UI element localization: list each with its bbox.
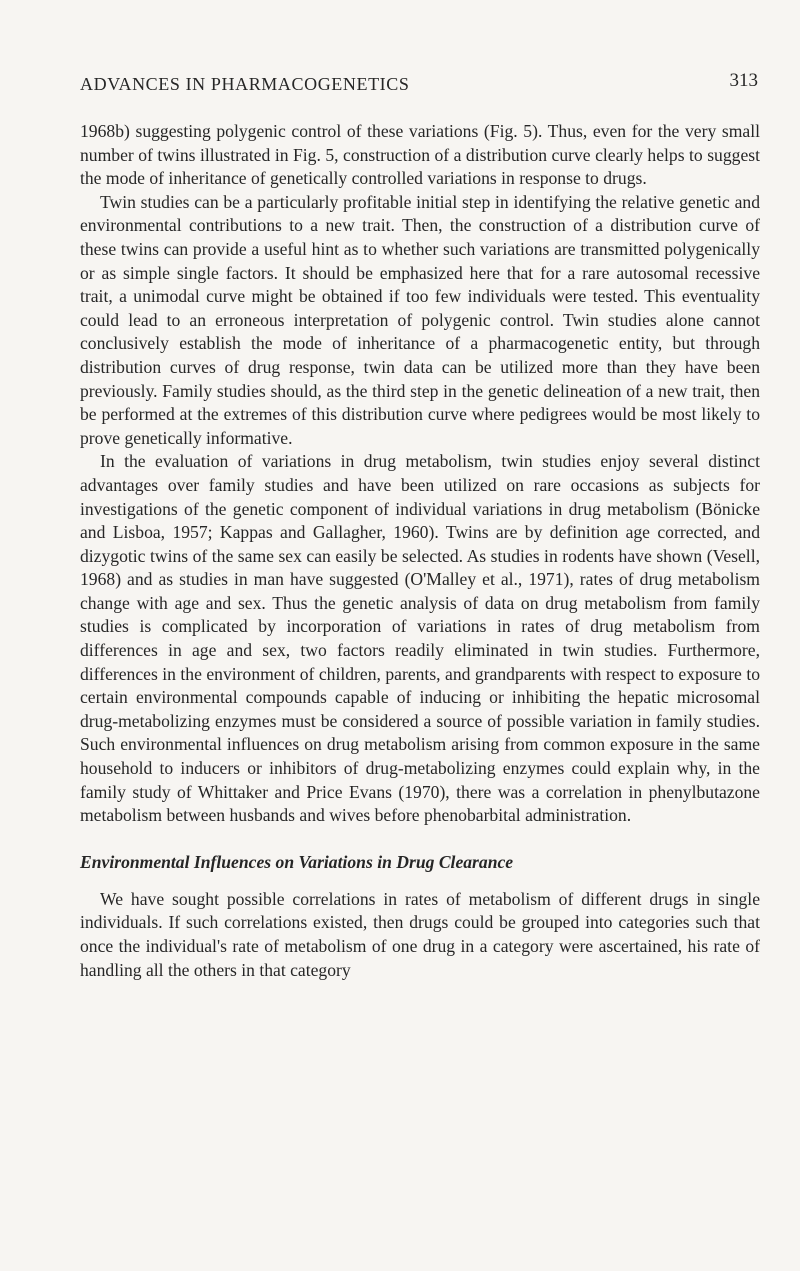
page-header — [80, 70, 758, 104]
section-heading: Environmental Influences on Variations in Drug Clearance — [80, 851, 514, 872]
running-head: ADVANCES IN PHARMACOGENETICS — [80, 74, 410, 94]
paragraph-continuation: 1968b) suggesting polygenic control of these variations (Fig. 5). Thus, even for the very small number of twins illustrated in Fig. 5, construction of a distribution curve clearly helps to suggest the mode of inheritance of genetically controlled variations in response to drugs. — [80, 121, 760, 189]
page-number: 313 — [729, 70, 758, 91]
paragraph-correlations: We have sought possible correlations in rates of metabolism of different drugs in single individuals. If such correlations existed, then drugs could be grouped into categories such that once the individual's rate of metabolism of one drug in a category were ascertained, his rate of handling all the others in that category — [80, 888, 760, 980]
paragraph-drug-metabolism: In the evaluation of variations in drug metabolism, twin studies enjoy several distinct advantages over family studies and have been utilized on rare occasions as subjects for investigations of the genetic component of individual variations in drug metabolism (Bönicke and Lisboa, 1957; Kappas and Gallagher, 1960). Twins are by definition age corrected, and dizygotic twins of the same sex can easily be selected. As studies in rodents have shown (Vesell, 1968) and as studies in man have suggested (O'Malley et al., 1971), rates of drug metabolism change with age and sex. Thus the genetic analysis of data on drug metabolism from family studies is complicated by incorporation of variations in rates of drug metabolism from differences in age and sex, two factors readily eliminated in twin studies. Furthermore, differences in the environment of children, parents, and grandparents with respect to exposure to certain environmental compounds capable of inducing or inhibiting the hepatic microsomal drug-metabolizing enzymes must be considered a source of possible variation in family studies. Such environmental influences on drug metabolism arising from common exposure in the same household to inducers or inhibitors of drug-metabolizing enzymes could explain why, in the family study of Whittaker and Price Evans (1970), there was a correlation in phenylbutazone metabolism between husbands and wives before phenobarbital administration. — [80, 451, 760, 826]
body-text — [80, 120, 760, 982]
paragraph-twin-studies: Twin studies can be a particularly profitable initial step in identifying the relative genetic and environmental contributions to a new trait. Then, the construction of a distribution curve of these twins can provide a useful hint as to whether such variations are transmitted polygenically or as simple single factors. It should be emphasized here that for a rare autosomal recessive trait, a unimodal curve might be obtained if too few individuals were tested. This eventuality could lead to an erroneous interpretation of polygenic control. Twin studies alone cannot conclusively establish the mode of inheritance of a pharmacogenetic entity, but through distribution curves of drug response, twin data can be utilized more than they have been previously. Family studies should, as the third step in the genetic delineation of a new trait, then be performed at the extremes of this distribution curve where pedigrees would be most likely to prove genetically informative. — [80, 191, 760, 448]
